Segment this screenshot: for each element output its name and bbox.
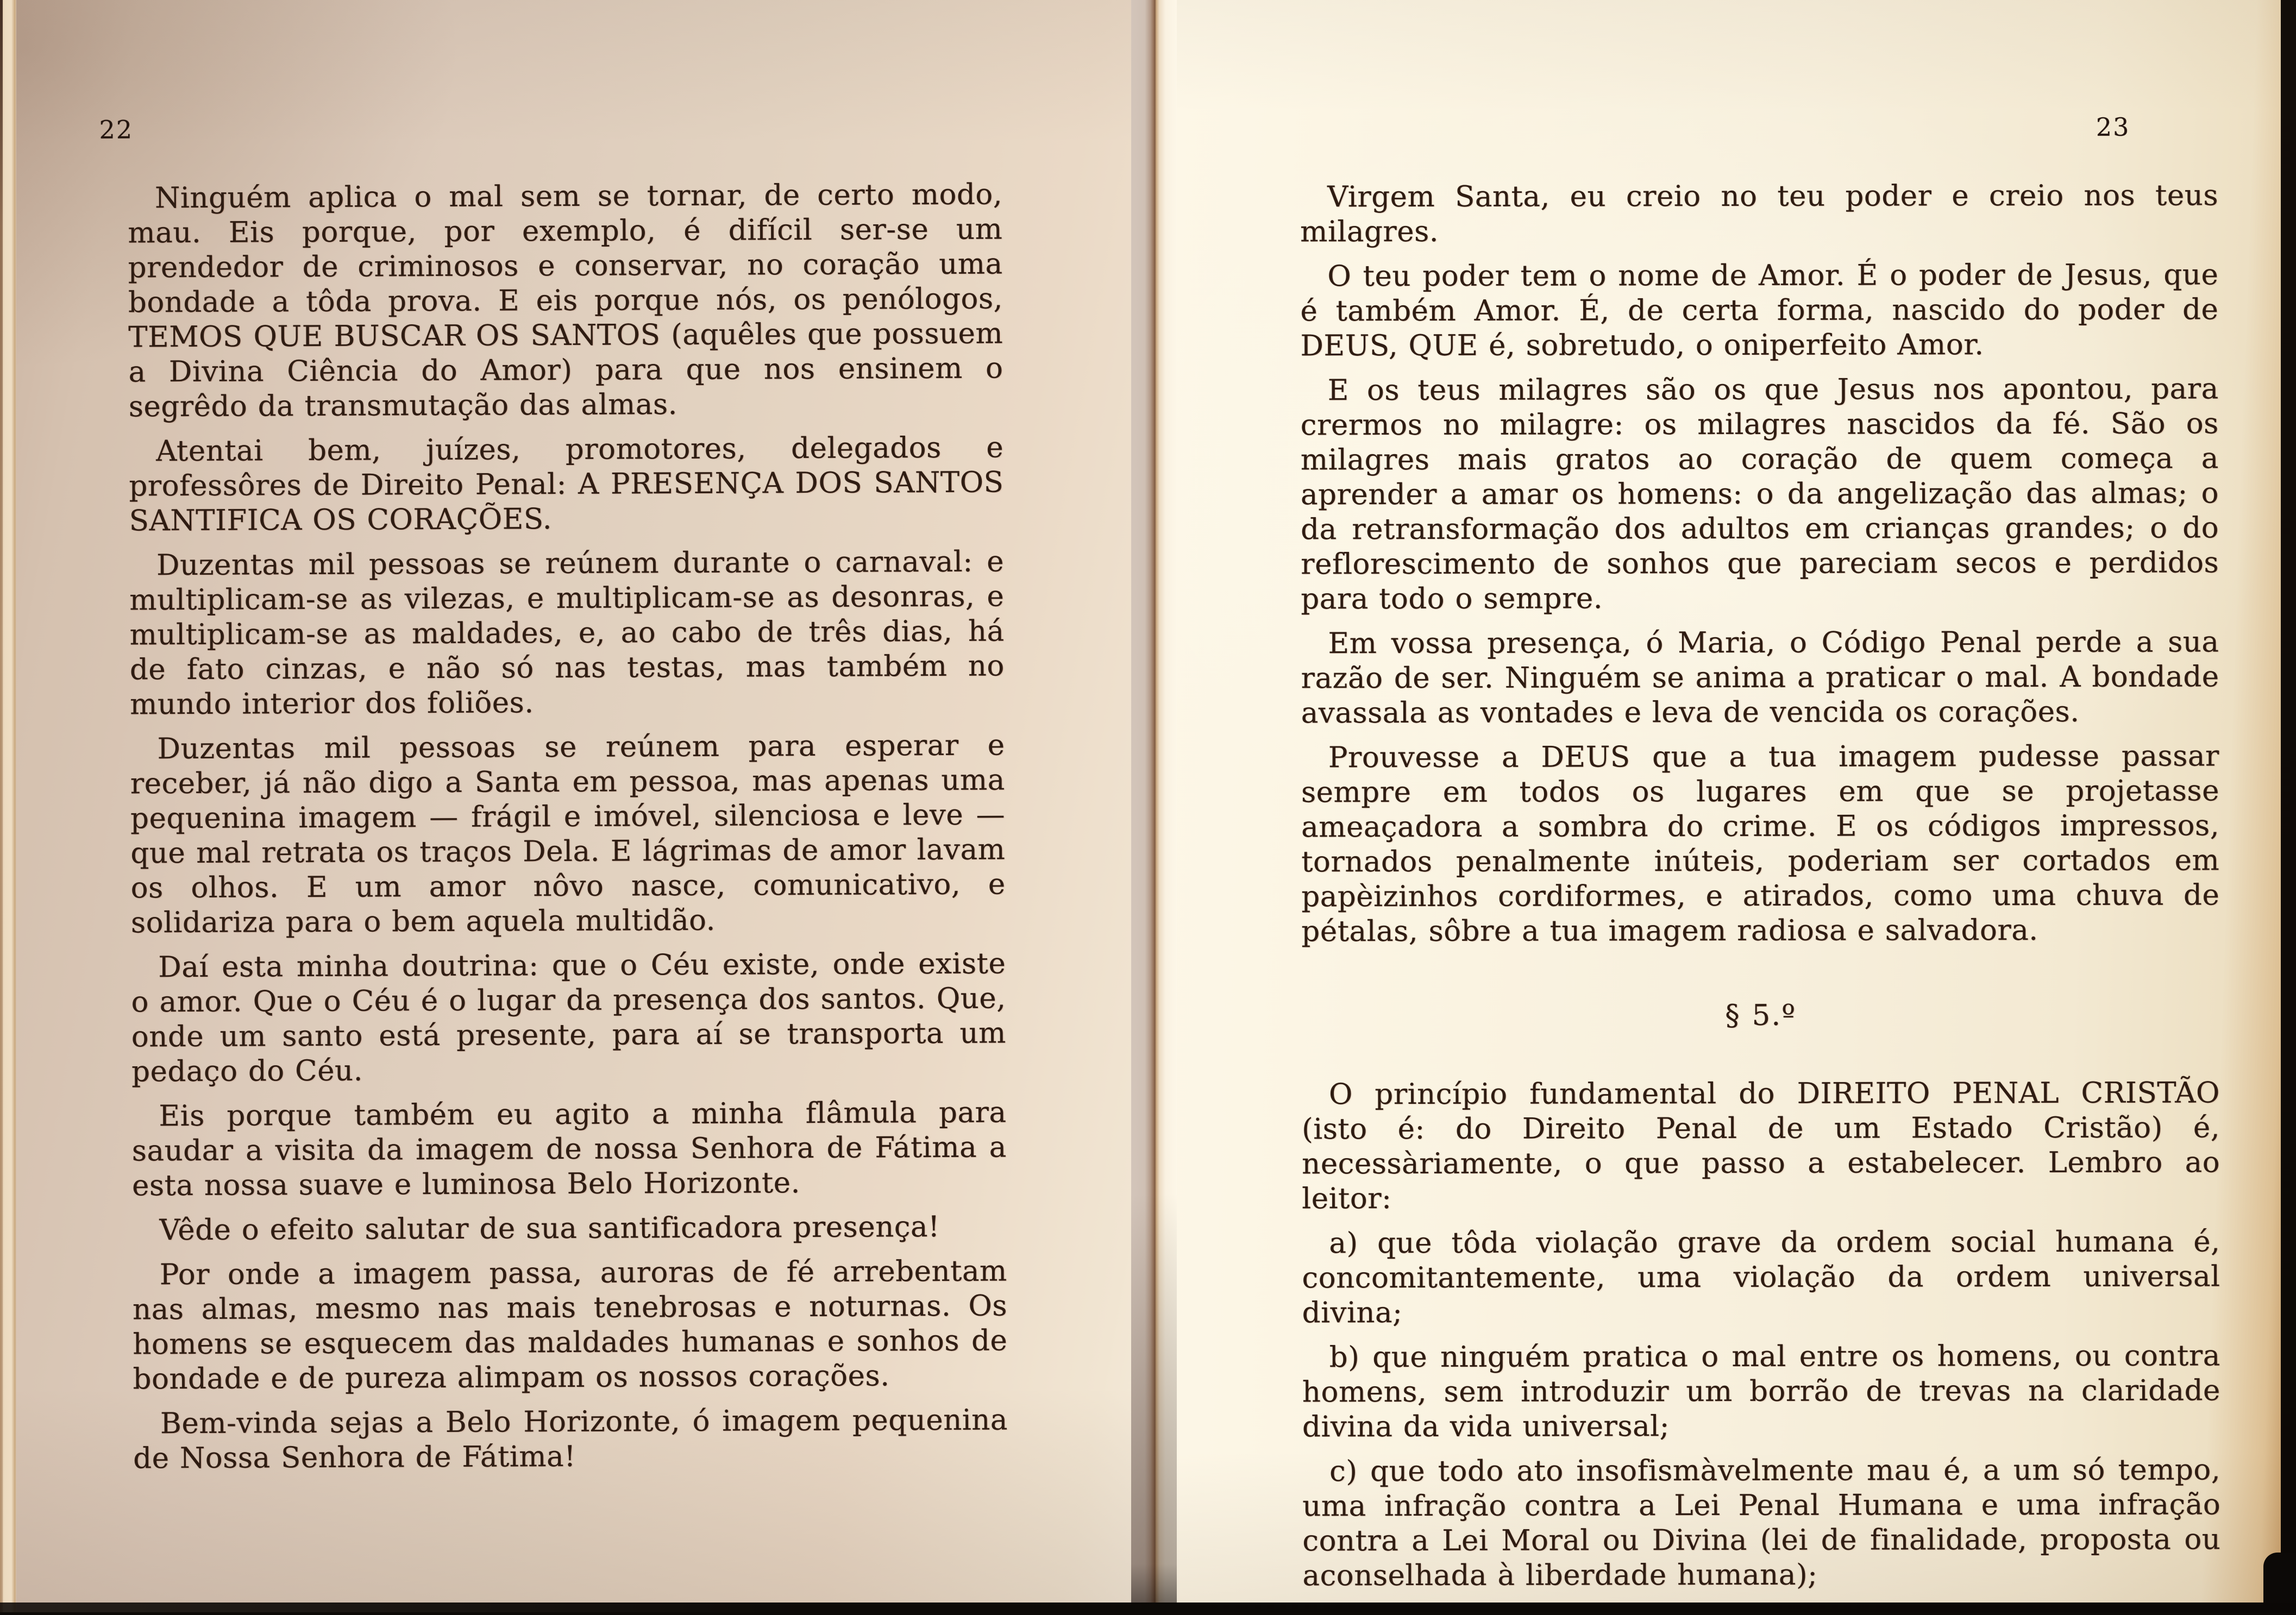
left-page-content [0,0,1134,1615]
paragraph: a) que tôda violação grave da ordem social humana é, concomitantemente, uma violação da ordem universal divina; [1302,1225,2220,1330]
section-heading: § 5.º [1725,998,1797,1033]
paragraph: Por onde a imagem passa, auroras de fé arrebentam nas almas, mesmo nas mais tenebrosas e noturnas. Os homens se esquecem das maldades humanas e sonhos de bondade e de pureza alimpam os nossos corações. [132,1254,1008,1396]
scan-edge-bottom [0,1603,2296,1612]
page-number-left: 22 [99,115,134,144]
paragraph: Em vossa presença, ó Maria, o Código Penal perde a sua razão de ser. Ninguém se anima a praticar o mal. A bondade avassala as vontades e leva de vencida os corações. [1301,625,2219,730]
left-page [0,0,1131,1612]
right-page-content [1175,0,2283,1613]
paragraph: O teu poder tem o nome de Amor. É o poder de Jesus, que é também Amor. É, de certa forma, nascido do poder de DEUS, QUE é, sobretudo, o oniperfeito Amor. [1300,258,2219,363]
paragraph: b) que ninguém pratica o mal entre os homens, ou contra homens, sem introduzir um borrão de trevas na claridade divina da vida universal; [1302,1339,2220,1444]
paragraph: O princípio fundamental do DIREITO PENAL CRISTÃO (isto é: do Direito Penal de um Estado Cristão) é, necessàriamente, o que passo a estabelecer. Lembro ao leitor: [1301,1076,2220,1216]
paragraph: Vêde o efeito salutar de sua santificadora presença! [159,1210,940,1247]
right-page [1177,0,2282,1612]
paragraph: c) que todo ato insofismàvelmente mau é, a um só tempo, uma infração contra a Lei Penal Humana e uma infração contra a Lei Moral ou Divina (lei de finalidade, proposta ou aconselhada à liberdade humana); [1302,1453,2221,1593]
book-gutter-shadow [1131,0,1177,1612]
paragraph: Duzentas mil pessoas se reúnem durante o carnaval: e multiplicam-se as vilezas, e multiplicam-se as desonras, e multiplicam-se as maldades, e, ao cabo de três dias, há de fato cinzas, e não só nas testas, mas também no mundo interior dos foliões. [129,545,1005,721]
paragraph: Prouvesse a DEUS que a tua imagem pudesse passar sempre em todos os lugares em que se projetasse ameaçadora a sombra do crime. E os códigos impressos, tornados penalmente inúteis, poderiam ser cortados em papèizinhos cordiformes, e atirados, como uma chuva de pétalas, sôbre a tua imagem radiosa e salvadora. [1301,739,2220,948]
page-number-right: 23 [2096,112,2130,142]
scan-edge-right [2281,0,2296,1612]
paragraph: Duzentas mil pessoas se reúnem para esperar e receber, já não digo a Santa em pessoa, mas apenas uma pequenina imagem — frágil e imóvel, silenciosa e leve — que mal retrata os traços Dela. E lágrimas de amor lavam os olhos. E um amor nôvo nasce, comunicativo, e solidariza para o bem aquela multidão. [130,728,1006,940]
paragraph: Eis porque também eu agito a minha flâmula para saudar a visita da imagem de nossa Senhora de Fátima a esta nossa suave e luminosa Belo Horizonte. [131,1096,1007,1203]
left-page-text [128,177,1008,1486]
paragraph: Atentai bem, juízes, promotores, delegados e professôres de Direito Penal: A PRESENÇA DOS SANTOS SANTIFICA OS CORAÇÕES. [129,431,1004,538]
paragraph: E os teus milagres são os que Jesus nos apontou, para crermos no milagre: os milagres nascidos da fé. São os milagres mais gratos ao coração de quem começa a aprender a amar os homens: o da angelização das almas; o da retransformação dos adultos em crianças grandes; o do reflorescimento de sonhos que pareciam secos e perdidos para todo o sempre. [1300,372,2219,616]
paragraph: Daí esta minha doutrina: que o Céu existe, onde existe o amor. Que o Céu é o lugar da presença dos santos. Que, onde um santo está presente, para aí se transporta um pedaço do Céu. [131,947,1006,1089]
paragraph: Ninguém aplica o mal sem se tornar, de certo modo, mau. Eis porque, por exemplo, é difícil ser-se um prendedor de criminosos e conservar, no coração uma bondade a tôda prova. E eis porque nós, os penólogos, TEMOS QUE BUSCAR OS SANTOS (aquêles que possuem a Divina Ciência do Amor) para que nos ensinem o segrêdo da transmutação das almas. [128,178,1003,424]
paragraph: Virgem Santa, eu creio no teu poder e creio nos teus milagres. [1300,179,2219,249]
paragraph: Bem-vinda sejas a Belo Horizonte, ó imagem pequenina de Nossa Senhora de Fátima! [133,1403,1008,1475]
right-page-text [1300,178,2221,1603]
